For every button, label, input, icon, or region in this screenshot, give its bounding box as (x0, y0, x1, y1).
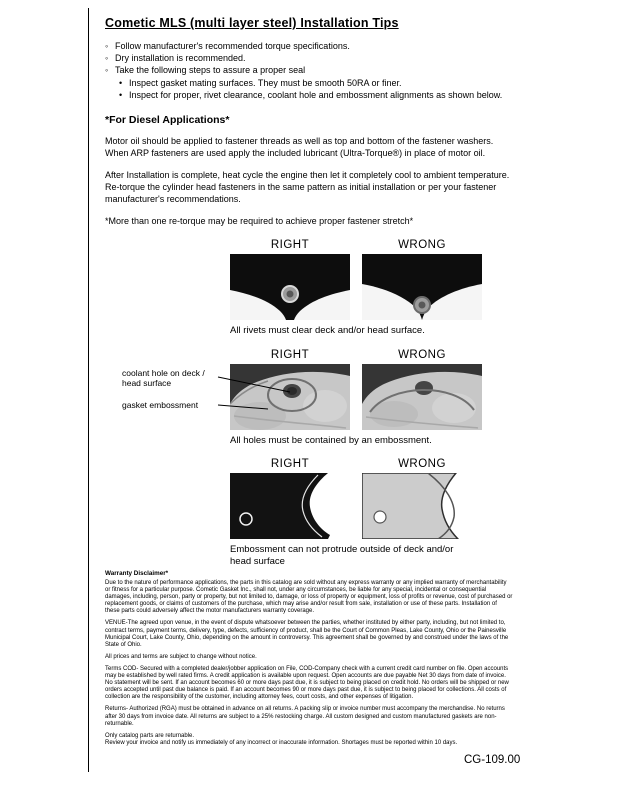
figure-holes-block (122, 348, 520, 447)
figure-rivets-wrong-image (362, 254, 482, 320)
bullet-circle-icon (105, 52, 108, 64)
annotation-coolant-hole: coolant hole on deck / head surface (122, 367, 205, 388)
figure-caption: All rivets must clear deck and/or head surface. (230, 325, 425, 336)
bullet-circle-icon (105, 64, 108, 76)
legal-section (105, 570, 513, 752)
figure-caption: Embossment can not protrude outside of deck and/or head surface (230, 544, 454, 567)
tip-item (105, 52, 520, 64)
figures-section (122, 239, 520, 567)
legal-paragraph: Due to the nature of performance applications, the parts in this catalog are sold without any express warranty or any implied warranty of merchantability or fitness for a particular purpose. Cometic Gasket Inc., shall not, under any circumstances, be liable for any special, incidental or consequential damages, including, person, party or property, but not limited to, damage, or loss of property or equipment, loss of profits or revenue, cost of purchased or replacement goods, or claims of customers of the purchase, which may arise and/or result from sale, installation or use of these parts. Installation of these parts could adversely affect the motor manufacturers warranty coverage. (105, 580, 513, 615)
legal-paragraph: VENUE-The agreed upon venue, in the event of dispute whatsoever between the parties, whether instituted by either party, including, but not limited to, contract terms, payment terms, delivery, type, defects, sufficiency of product, shall be the Court of Common Pleas, Lake County, Ohio or the Painesville Municipal Court, Lake County, Ohio, depending on the amount in controversy. This agreement shall be governed by and construed under the laws of the State of Ohio. (105, 620, 509, 648)
sub-tip-text: Inspect gasket mating surfaces. They must be smooth 50RA or finer. (129, 78, 402, 88)
diesel-heading: *For Diesel Applications* (105, 114, 230, 126)
page-content (105, 16, 520, 579)
figure-label-right: RIGHT (270, 458, 310, 470)
figure-holes-wrong-image (362, 364, 482, 430)
legal-paragraph: Review your invoice and notify us immediately of any incorrect or inaccurate information. Shortages must be reported within 10 days. (105, 739, 458, 746)
annotation-gasket-embossment: gasket embossment (122, 399, 199, 410)
warranty-disclaimer-heading: Warranty Disclaimer* (105, 570, 169, 577)
bullet-disc-icon (119, 77, 122, 89)
diesel-paragraph: After Installation is complete, heat cycle the engine then let it completely cool to ambient temperature. Re-torque the cylinder head fasteners in the same pattern as initial installation or per your fastener manufacturer's recommendations. (105, 170, 510, 204)
legal-paragraph: Returns- Authorized (RGA) must be obtained in advance on all returns. A packing slip or invoice number must accompany the merchandise. No returns after 30 days from invoice date. All returns are subject to a 25% restocking charge. All custom designed and custom manufactured gaskets are non-returnable. (105, 706, 505, 727)
sub-tip-item (119, 77, 520, 89)
bullet-circle-icon (105, 40, 108, 52)
figure-label-wrong: WRONG (398, 458, 446, 470)
page-title: Cometic MLS (multi layer steel) Installation Tips (105, 16, 399, 30)
figure-caption: All holes must be contained by an embossment. (230, 434, 432, 446)
retorque-note: *More than one re-torque may be required to achieve proper fastener stretch* (105, 216, 414, 226)
figure-rivets-right-image (230, 254, 350, 320)
figure-label-wrong: WRONG (398, 239, 446, 251)
legal-paragraph: All prices and terms are subject to change without notice. (105, 653, 257, 660)
figure-label-right: RIGHT (270, 239, 310, 251)
figure-protrusion-right-image (230, 473, 350, 539)
figure-holes-right-image (230, 364, 350, 430)
tip-item (105, 40, 520, 52)
tip-text: Dry installation is recommended. (115, 53, 246, 63)
figure-rivets-block (230, 239, 520, 337)
bullet-disc-icon (119, 89, 122, 101)
figure-protrusion-wrong-image (362, 473, 482, 539)
figure-protrusion-block (230, 458, 520, 567)
page-margin-rule (88, 8, 89, 772)
diesel-paragraph: Motor oil should be applied to fastener threads as well as top and bottom of the fastener washers. When ARP fasteners are used apply the included lubricant (Ultra-Torque®) in place of motor oil. (105, 136, 494, 158)
sub-tips-list (119, 77, 520, 101)
sub-tip-text: Inspect for proper, rivet clearance, coolant hole and embossment alignments as shown below. (129, 90, 503, 100)
tips-list (105, 40, 520, 101)
tip-text: Follow manufacturer's recommended torque specifications. (115, 41, 350, 51)
tip-text: Take the following steps to assure a proper seal (115, 65, 306, 75)
figure-label-wrong: WRONG (398, 348, 446, 361)
figure-label-right: RIGHT (270, 348, 310, 361)
tip-item (105, 64, 520, 76)
sub-tip-item (119, 89, 520, 101)
legal-paragraph: Only catalog parts are returnable. (105, 732, 195, 739)
page-code: CG-109.00 (464, 754, 521, 766)
legal-paragraph: Terms COD- Secured with a completed dealer/jobber application on File, COD-Company check with a current credit card number on file. Open accounts may be established by well rated firms. A credit application is available upon request. Open accounts are due payable Net 30 days from date of invoice. No statement will be sent. If an account becomes 60 or more days past due, it is subject to being placed on credit hold. No orders will be shipped or new orders accepted until past due balance is paid. If an account becomes 90 or more days past due, it is subject to being placed for collections. All costs of collection are the responsibility of the customer, including attorney fees, court costs, and other expenses of litigation. (105, 665, 509, 701)
